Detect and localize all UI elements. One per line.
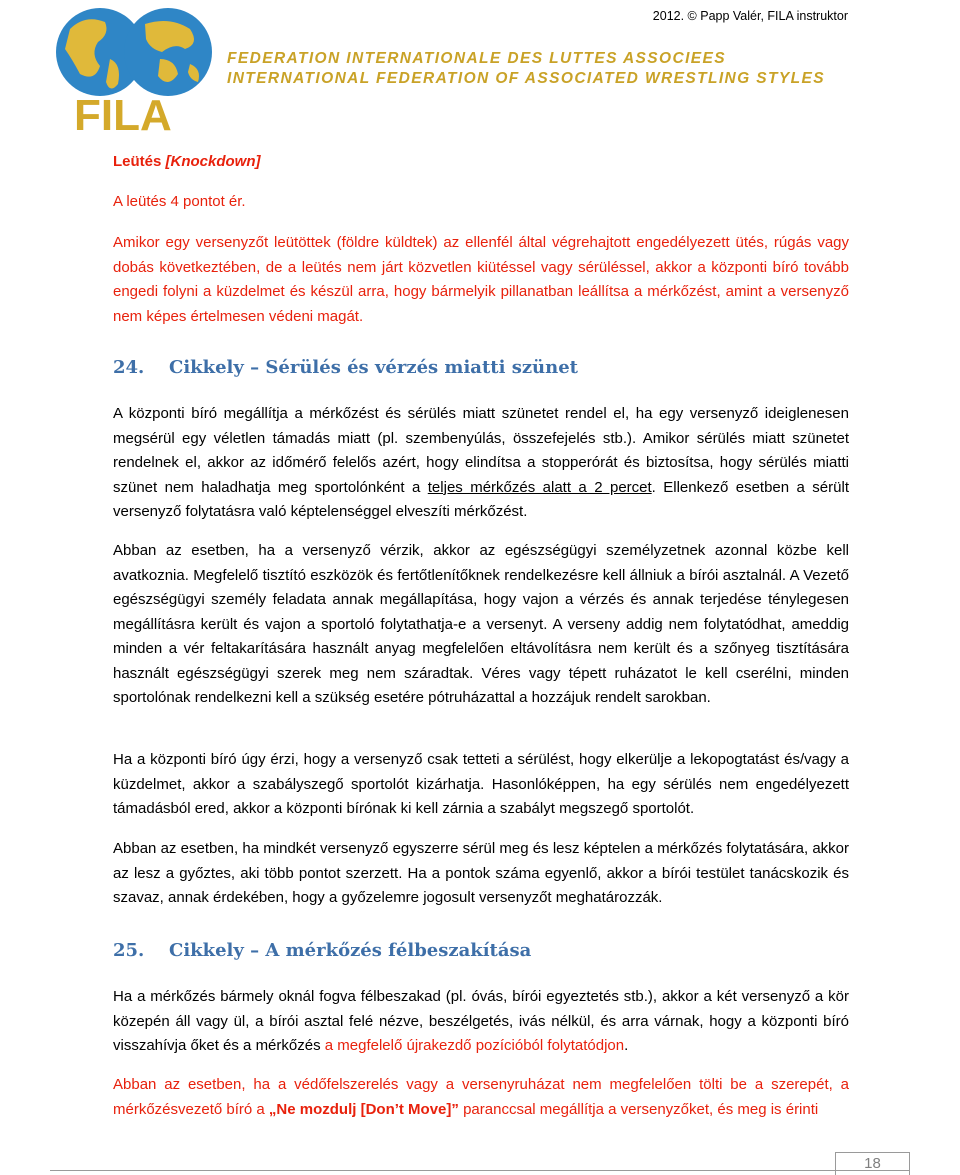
section-25-heading: 25. Cikkely – A mérkőzés félbeszakítása [113,940,532,961]
org-name-english: INTERNATIONAL FEDERATION OF ASSOCIATED WRESTLING STYLES [227,70,825,87]
section-24-paragraph-1: A központi bíró megállítja a mérkőzést és sérülés miatt szünetet rendel el, ha egy versenyző ideiglenesen megsérül egy véletlen támadás miatt (pl. szembenyúlás, összefejelés stb.). Amikor sérülés miatt szünetet rendelnek el, akkor az időmérő felelős azért, hogy elindítsa a stopperórát és biztosítsa, hogy sérülés miatti szünet nem haladhatja meg sportolónként a teljes mérkőzés alatt a 2 percet. Ellenkező esetben a sérült versenyző folytatásra való képtelenséggel elveszíti mérkőzést. [113,405,849,520]
page-number: 18 [835,1152,910,1175]
knockdown-points: A leütés 4 pontot ér. [113,193,246,210]
section-25-paragraph-2: Abban az esetben, ha a védőfelszerelés vagy a versenyruházat nem megfelelően tölti be a szerepét, a mérkőzésvezető bíró a „Ne mozdulj [Don’t Move]” paranccsal megállítja a versenyzőket, és meg is érinti [113,1076,849,1118]
header-copyright: 2012. © Papp Valér, FILA instruktor [652,9,848,23]
section-24-paragraph-3: Ha a központi bíró úgy érzi, hogy a versenyző csak tetteti a sérülést, hogy elkerülje a lekopogtatást és/vagy a küzdelmet, akkor a szabályszegő sportolót kizárhatja. Hasonlóképpen, ha egy sérülés nem engedélyezett támadásból ered, akkor a központi bírónak ki kell zárnia a szabályt megszegő sportolót. [113,751,849,817]
knockdown-title: Leütés [Knockdown] [113,153,261,170]
footer-rule [50,1170,910,1171]
org-name-french: FEDERATION INTERNATIONALE DES LUTTES ASSOCIEES [227,50,726,67]
section-25-paragraph-1: Ha a mérkőzés bármely oknál fogva félbeszakad (pl. óvás, bírói egyeztetés stb.), akkor a két versenyző a kör közepén áll vagy ül, a bírói asztal felé nézve, beszélgetés, ivás nélkül, és arra várnak, hogy a központi bíró visszahívja őket és a mérkőzés a megfelelő újrakezdő pozícióból folytatódjon. [113,988,849,1054]
logo-text: FILA [74,91,172,134]
fila-logo [50,4,215,134]
section-24-heading: 24. Cikkely – Sérülés és vérzés miatti szünet [113,357,578,378]
knockdown-paragraph: Amikor egy versenyzőt leütöttek (földre küldtek) az ellenfél által végrehajtott engedélyezett ütés, rúgás vagy dobás következtében, de a leütés nem járt közvetlen kiütéssel vagy sérüléssel, akkor a központi bíró tovább engedi folyni a küzdelmet és készül arra, hogy bármelyik pillanatban leállítsa a mérkőzést, amint a versenyző nem képes értelmesen védeni magát. [113,234,849,325]
section-24-paragraph-2: Abban az esetben, ha a versenyző vérzik, akkor az egészségügyi személyzetnek azonnal közbe kell avatkoznia. Megfelelő tisztító eszközök és fertőtlenítőknek rendelkezésre kell állniuk a bírói asztalnál. A Vezető egészségügyi személy feladata annak megállapítása, hogy vajon a vérzés és annak terjedése ténylegesen megállításra került és vajon a sportoló folytathatja-e a versenyt. A verseny addig nem folytatódhat, ameddig minden a vér feltakarítására használt anyag megfelelően eltávolításra nem került és a szőnyeg tisztítására használt egészségügyi szerek meg nem száradtak. Véres vagy tépett ruházatot le kell cserélni, minden sportolónak rendelkezni kell a szükség esetére pótruházattal a hozzájuk rendelt sarokban. [113,542,849,706]
section-24-paragraph-4: Abban az esetben, ha mindkét versenyző egyszerre sérül meg és lesz képtelen a mérkőzés folytatására, akkor az lesz a győztes, aki több pontot szerzett. Ha a pontok száma egyenlő, akkor a bírói testület tanácskozik és szavaz, annak érdekében, hogy a győzelemre jogosult versenyzőt meghatározzák. [113,840,849,906]
